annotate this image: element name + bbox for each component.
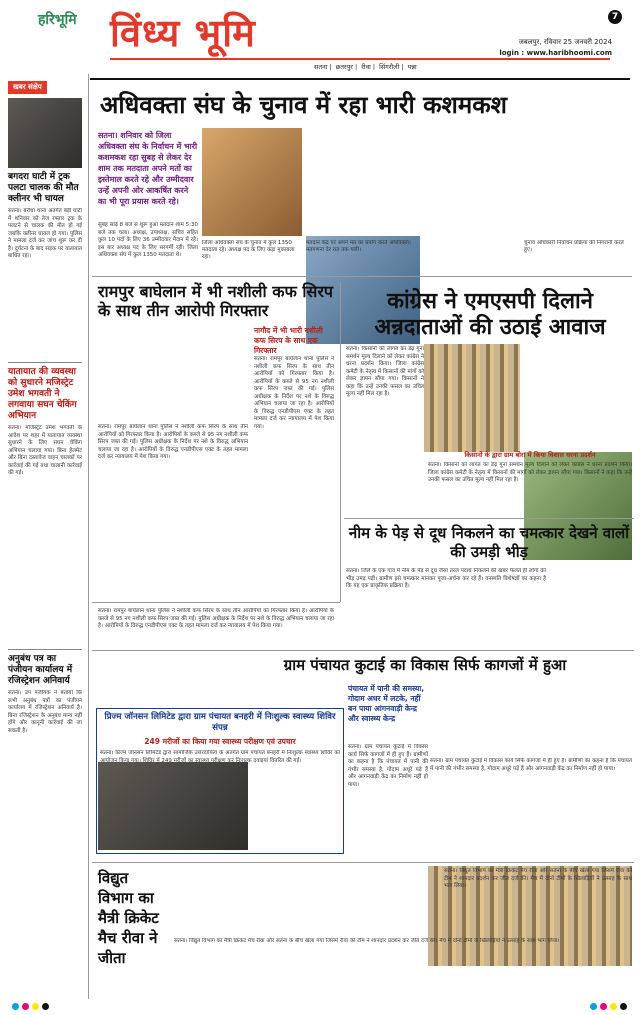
story-body: सतना। रामपुर बाघेलान थाना पुलिस ने नशीली कफ सिरप के साथ तीन आरोपियों को गिरफ्तार किया है। आरोपियों के कब्जे से 95 नग नशीली कफ सिरप जब्त की गई। पुलिस अधीक्षक के निर्देश पर नशे के विरुद्ध अभियान चलाया जा रहा है। आरोपियों के विरुद्ध एनडीपीएस एक्ट के तहत मामला दर्ज कर न्यायालय में पेश किया गया। <box>98 424 248 460</box>
story-headline[interactable]: कांग्रेस ने एमएसपी दिलाने अन्नदाताओं की उठाई आवाज <box>374 288 606 340</box>
black-dot <box>42 1003 49 1010</box>
story-body: सतना। रामपुर बाघेलान थाना पुलिस ने नशीली कफ सिरप के साथ तीन आरोपियों को गिरफ्तार किया है। आरोपियों के कब्जे से 95 नग नशीली कफ सिरप जब्त की गई। पुलिस अधीक्षक के निर्देश पर नशे के विरुद्ध अभियान चलाया जा रहा है। आरोपियों के विरुद्ध एनडीपीएस एक्ट के तहत मामला दर्ज कर न्यायालय में पेश किया गया। <box>254 356 334 430</box>
page-number: 7 <box>608 10 622 24</box>
column-rule <box>340 282 341 602</box>
section-rule <box>92 650 634 651</box>
photo-caption: किसानों के द्वारा ग्राम बोरा में किया विशाल धरना प्रदर्शन <box>464 451 596 459</box>
registration-marks <box>0 1003 640 1013</box>
story-headline[interactable]: नीम के पेड़ से दूध निकलने का चमत्कार देखने वालों की उमड़ी भीड़ <box>348 524 630 561</box>
section-rule <box>92 276 632 277</box>
website-url[interactable]: login : www.haribhoomi.com <box>499 49 612 57</box>
masthead <box>0 0 640 70</box>
story-body: सतना। विद्युत विभाग का मैत्री क्रिकेट मैच रीवा और सतना के बीच खेला गया जिसमें रीवा की टीम ने शानदार प्रदर्शन कर जीत दर्ज की। मैच में दोनों टीमों के खिलाड़ियों ने उत्साह के साथ भाग लिया। <box>174 938 560 944</box>
story-body: सतना। विद्युत विभाग का मैत्री क्रिकेट मैच रीवा और सतना के बीच खेला गया जिसमें रीवा की टीम ने शानदार प्रदर्शन कर जीत दर्ज की। मैच में दोनों टीमों के खिलाड़ियों ने उत्साह के साथ भाग लिया। <box>444 868 632 889</box>
story-body: सतना। प्रिज्म जॉनसन लिमिटेड द्वारा सामाजिक उत्तरदायित्व के अंतर्गत ग्राम पंचायत बनहरी में निःशुल्क स्वास्थ्य शिविर का आयोजन किया गया। शिविर में 249 मरीजों का स्वास्थ्य परीक्षण कर निःशुल्क दवाइयां वितरित की गईं। <box>100 750 340 764</box>
section-rule <box>92 602 340 603</box>
edition-item: छतरपुर <box>335 63 353 71</box>
story-body: सतना। ग्राम पंचायत कुटाई में विकास कार्य सिर्फ कागजों में ही हुए हैं। ग्रामीणों का कहना है कि पंचायत में पानी की गंभीर समस्या है, गोदाम अधूरे पड़े हैं और आंगनवाड़ी केंद्र का निर्माण नहीं हो पाया। <box>348 744 428 788</box>
story-body: सतना। रामपुर बाघेलान थाना पुलिस ने नशीली कफ सिरप के साथ तीन आरोपियों को गिरफ्तार किया है। आरोपियों के कब्जे से 95 नग नशीली कफ सिरप जब्त की गई। पुलिस अधीक्षक के निर्देश पर नशे के विरुद्ध अभियान चलाया जा रहा है। आरोपियों के विरुद्ध एनडीपीएस एक्ट के तहत मामला दर्ज कर न्यायालय में पेश किया गया। <box>98 608 334 629</box>
story-body: सतना। किसानों को लागत का डेढ़ गुना समर्थन मूल्य दिलाने को लेकर कांग्रेस ने धरना प्रदर्शन किया। जिला कांग्रेस कमेटी के नेतृत्व में किसानों की मांगों को लेकर ज्ञापन सौंपा गया। किसानों ने कहा कि उन्हें उनकी फसल का उचित मूल्य नहीं मिल रहा है। <box>428 462 632 483</box>
story-body: सतना। जिले के एक गांव में नीम के पेड़ से दूध जैसा तरल पदार्थ निकलने की खबर फैलते ही लोगों की भीड़ उमड़ पड़ी। ग्रामीण इसे चमत्कार मानकर पूजा-अर्चना कर रहे हैं। वनस्पति विशेषज्ञों का कहना है कि यह एक प्राकृतिक प्रक्रिया है। <box>346 568 546 589</box>
lead-quote: सतना। शनिवार को जिला अधिवक्ता संघ के निर्वाचन में भारी कशमकश रहा सुबह से लेकर देर शाम तक मतदाता अपने मतों का इस्तेमाल करते रहे और उम्मीदवार उन्हें अपनी ओर आकर्षित करने का भी पूरा प्रयास करते रहे। <box>98 131 198 206</box>
magenta-dot <box>600 1003 607 1010</box>
photo-caption: जिला अधिवक्ता संघ के चुनाव में कुल 1350 मतदाता रहे। अध्यक्ष पद के लिए कड़ा मुकाबला रहा। <box>202 240 295 260</box>
story-subhead: नागौद में भी भारी नशीली कफ सिरप के साथ एक गिरफ्तार <box>254 326 323 355</box>
column-rule <box>88 74 89 999</box>
story-body: सतना। किसानों को लागत का डेढ़ गुना समर्थन मूल्य दिलाने को लेकर कांग्रेस ने धरना प्रदर्शन किया। जिला कांग्रेस कमेटी के नेतृत्व में किसानों की मांगों को लेकर ज्ञापन सौंपा गया। किसानों ने कहा कि उन्हें उनकी फसल का उचित मूल्य नहीं मिल रहा है। <box>346 346 424 397</box>
brand-logo: हरिभूमि <box>38 12 77 28</box>
cyan-dot <box>590 1003 597 1010</box>
edition-list: सतना | छतरपुर | रीवा | सिंगरौली | पन्ना <box>314 63 417 71</box>
edition-item: पन्ना <box>407 63 417 71</box>
photo-caption: मतदान केंद्र पर अपने मत का प्रयोग करते अधिवक्ता। मतगणना देर रात तक चली। <box>306 240 411 253</box>
story-headline[interactable]: रामपुर बाघेलान में भी नशीली कफ सिरप के साथ तीन आरोपी गिरफ्तार <box>98 282 333 320</box>
section-rule <box>344 518 634 519</box>
story-body: सतना। ग्राम पंचायत कुटाई में विकास कार्य सिर्फ कागजों में ही हुए हैं। ग्रामीणों का कहना है कि पंचायत में पानी की गंभीर समस्या है, गोदाम अधूरे पड़े हैं और आंगनवाड़ी केंद्र का निर्माण नहीं हो पाया। <box>430 758 632 772</box>
story-subhead: 249 मरीजों का किया गया स्वास्थ्य परीक्षण एवं उपचार <box>144 737 296 746</box>
story-headline[interactable]: यातायात की व्यवस्था को सुधारने मजिस्ट्रेट उमेश भगवती ने लगवाया सघन चेकिंग अभियान <box>8 367 77 421</box>
headline-rule <box>90 78 630 80</box>
lead-headline[interactable]: अधिवक्ता संघ के चुनाव में रहा भारी कशमकश <box>100 90 507 119</box>
cyan-dot <box>12 1003 19 1010</box>
story-body: सतना। बरौंधा थाना अंतर्गत बड़ी घाटी में शनिवार को तेज रफ्तार ट्रक के पलटने से चालक की मौत हो गई जबकि क्लीनर घायल हो गया। पुलिस ने मामला दर्ज कर जांच शुरू कर दी है। दुर्घटना के बाद सड़क पर यातायात बाधित रहा। <box>8 208 82 259</box>
black-dot <box>620 1003 627 1010</box>
divider <box>8 649 82 650</box>
story-headline[interactable]: प्रिज्म जॉनसन लिमिटेड द्वारा ग्राम पंचायत बनहरी में निःशुल्क स्वास्थ्य शिविर संपन्न <box>104 712 336 733</box>
section-rule <box>92 862 634 863</box>
left-column <box>8 74 82 994</box>
divider <box>8 362 82 363</box>
story-body: सतना। उप पंजीयक ने बताया कि सभी अनुबंध पत्रों का पंजीयन कार्यालय में रजिस्ट्रेशन अनिवार्य है। बिना रजिस्ट्रेशन के अनुबंध मान्य नहीं होंगे और कानूनी कार्रवाई की जा सकती है। <box>8 690 82 734</box>
yellow-dot <box>610 1003 617 1010</box>
edition-item: सतना <box>314 63 328 71</box>
crowd-photo <box>424 344 520 452</box>
edition-item: रीवा <box>361 63 371 71</box>
masthead-rule <box>110 58 610 60</box>
photo-caption: चुनाव अधिकारी निर्वाचन प्रक्रिया की निगरानी करते हुए। <box>524 240 624 253</box>
magenta-dot <box>22 1003 29 1010</box>
story-headline[interactable]: अनुबंध पत्र का पंजीयन कार्यालय में रजिस्ट्रेशन अनिवार्य <box>8 654 73 686</box>
story-headline[interactable]: ग्राम पंचायत कुटाई का विकास सिर्फ कागजों में हुआ <box>283 656 567 674</box>
edition-item: सिंगरौली <box>379 63 400 71</box>
lead-body: सुबह साढ़े 8 बजे से शुरू हुआ मतदान शाम 5:30 बजे तक चला। अध्यक्ष, उपाध्यक्ष, सचिव सहित कुल 10 पदों के लिए 36 उम्मीदवार मैदान में रहे। इस बार अध्यक्ष पद के लिए सरगर्मी रही। जिला अधिवक्ता संघ में कुल 1350 मतदाता थे। <box>98 222 198 258</box>
yellow-dot <box>32 1003 39 1010</box>
accident-photo <box>8 98 82 168</box>
story-body: सतना। मजिस्ट्रेट उमेश भगवती के आदेश पर शहर में यातायात व्यवस्था सुधारने के लिए सघन चेकिंग अभियान चलाया गया। बिना हेलमेट और बिना दस्तावेज वाहन चालकों पर कार्रवाई की गई तथा चालानी कार्रवाई की गई। <box>8 425 82 476</box>
lawyers-photo <box>202 128 302 236</box>
news-brief-banner: खबर संक्षेप <box>8 81 47 94</box>
date-line: जबलपुर, रविवार 25 जनवरी 2024 <box>518 38 612 46</box>
story-headline[interactable]: विद्युत विभाग का मैत्री क्रिकेट मैच रीवा ने जीता <box>98 869 159 967</box>
publication-title: विंध्य भूमि <box>110 10 256 55</box>
story-headline[interactable]: बगदरा घाटी में ट्रक पलटा चालक की मौत क्लीनर भी घायल <box>8 172 79 204</box>
photo-caption: पंचायत में पानी की समस्या, गोदाम अधर में लटके, नहीं बन पाया आंगनवाड़ी केन्द्र और स्वास्थ्य केन्द्र <box>348 684 425 723</box>
